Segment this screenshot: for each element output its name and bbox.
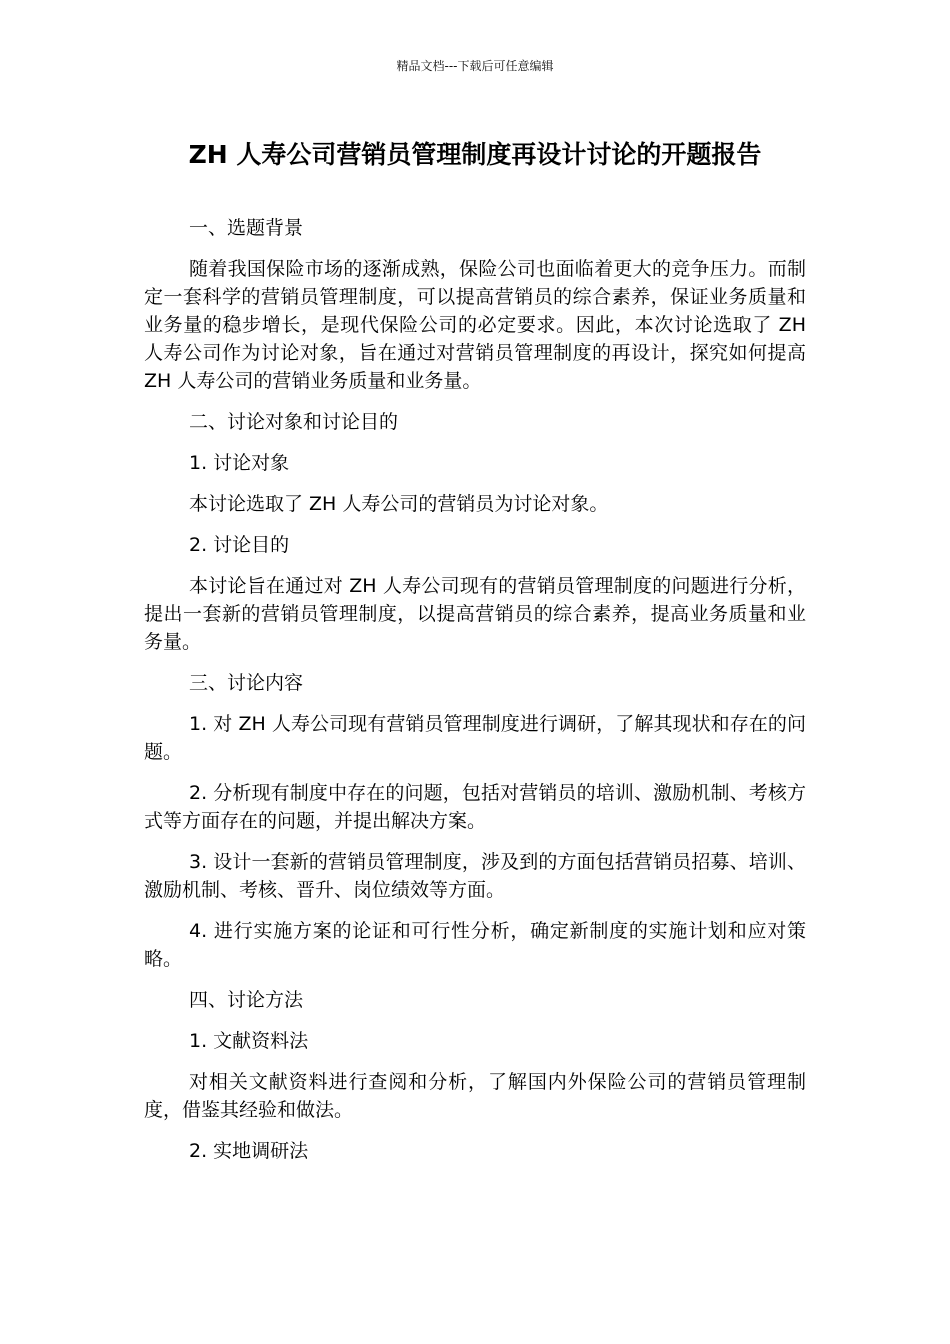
paragraph-object: 本讨论选取了 ZH 人寿公司的营销员为讨论对象。 <box>189 493 609 515</box>
list-item-content-3: 3. 设计一套新的营销员管理制度，涉及到的方面包括营销员招募、培训、激励机制、考核、晋升、岗位绩效等方面。 <box>144 851 806 901</box>
document-body <box>144 214 806 1178</box>
paragraph-purpose: 本讨论旨在通过对 ZH 人寿公司现有的营销员管理制度的问题进行分析，提出一套新的营销员管理制度，以提高营销员的综合素养，提高业务质量和业务量。 <box>144 575 806 653</box>
paragraph-literature-method: 对相关文献资料进行查阅和分析，了解国内外保险公司的营销员管理制度，借鉴其经验和做法。 <box>144 1071 806 1121</box>
subheading-object: 1. 讨论对象 <box>189 452 290 474</box>
paragraph-background: 随着我国保险市场的逐渐成熟，保险公司也面临着更大的竞争压力。而制定一套科学的营销员管理制度，可以提高营销员的综合素养，保证业务质量和业务量的稳步增长，是现代保险公司的必定要求。因此，本次讨论选取了 ZH 人寿公司作为讨论对象，旨在通过对营销员管理制度的再设计，探究如何提高 ZH 人寿公司的营销业务质量和业务量。 <box>144 258 806 392</box>
section-heading-object-purpose: 二、讨论对象和讨论目的 <box>189 411 399 433</box>
document-title: ZH 人寿公司营销员管理制度再设计讨论的开题报告 <box>188 140 762 169</box>
list-item-content-2: 2. 分析现有制度中存在的问题，包括对营销员的培训、激励机制、考核方式等方面存在的问题，并提出解决方案。 <box>144 782 806 832</box>
list-item-content-1: 1. 对 ZH 人寿公司现有营销员管理制度进行调研，了解其现状和存在的问题。 <box>144 713 806 763</box>
section-heading-background: 一、选题背景 <box>189 217 304 239</box>
page-header: 精品文档---下载后可任意编辑 <box>396 59 554 73</box>
subheading-purpose: 2. 讨论目的 <box>189 534 290 556</box>
subheading-field-research-method: 2. 实地调研法 <box>189 1140 309 1162</box>
list-item-content-4: 4. 进行实施方案的论证和可行性分析，确定新制度的实施计划和应对策略。 <box>144 920 806 970</box>
section-heading-content: 三、讨论内容 <box>189 672 304 694</box>
section-heading-method: 四、讨论方法 <box>189 989 304 1011</box>
subheading-literature-method: 1. 文献资料法 <box>189 1030 309 1052</box>
